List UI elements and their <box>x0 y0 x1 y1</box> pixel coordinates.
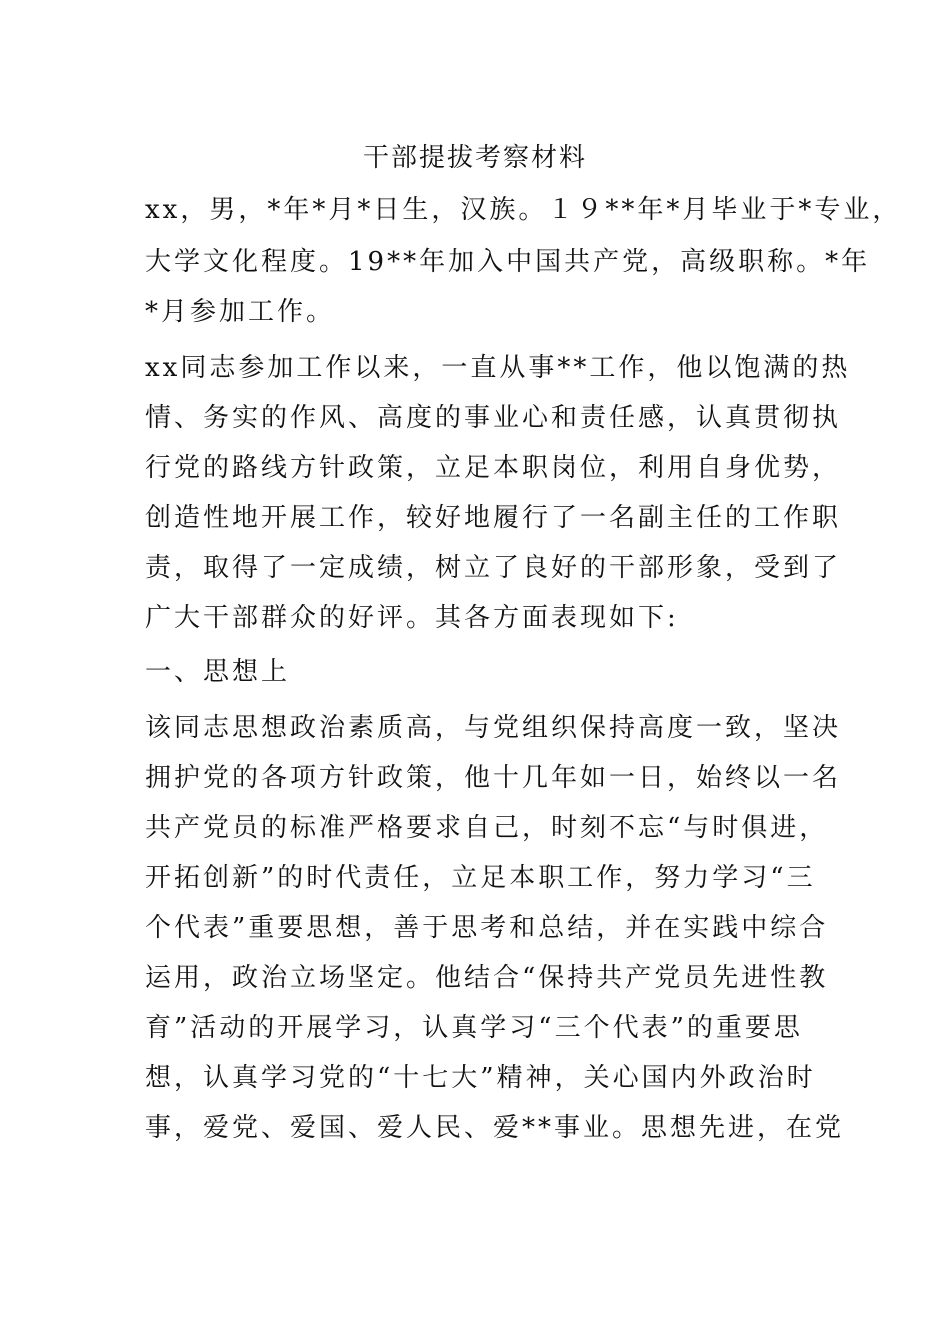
body-line: 想，认真学习党的“十七大”精神，关心国内外政治时 <box>145 1063 816 1093</box>
body-line: 共产党员的标准严格要求自己，时刻不忘“与时俱进， <box>145 813 829 843</box>
body-line: 广大干部群众的好评。其各方面表现如下: <box>145 603 679 633</box>
document-title: 干部提拔考察材料 <box>362 143 587 173</box>
body-line: 个代表”重要思想，善于思考和总结，并在实践中综合 <box>145 913 829 943</box>
body-line: 责，取得了一定成绩，树立了良好的干部形象，受到了 <box>145 553 842 583</box>
body-line: 开拓创新”的时代责任，立足本职工作，努力学习“三 <box>145 863 816 893</box>
body-line: 事，爱党、爱国、爱人民、爱**事业。思想先进，在党 <box>145 1113 845 1143</box>
body-line: 运用，政治立场坚定。他结合“保持共产党员先进性教 <box>145 963 829 993</box>
body-line: 拥护党的各项方针政策，他十几年如一日，始终以一名 <box>145 763 842 793</box>
body-line: xx，男，*年*月*日生，汉族。１９**年*月毕业于*专业， <box>145 195 902 225</box>
body-line: 行党的路线方针政策，立足本职岗位，利用自身优势， <box>145 453 842 483</box>
body-line: xx同志参加工作以来，一直从事**工作，他以饱满的热 <box>145 353 851 383</box>
body-line: 该同志思想政治素质高，与党组织保持高度一致，坚决 <box>145 713 842 743</box>
body-line: 情、务实的作风、高度的事业心和责任感，认真贯彻执 <box>145 403 842 433</box>
section-heading: 一、思想上 <box>145 657 291 687</box>
body-line: 创造性地开展工作，较好地履行了一名副主任的工作职 <box>145 503 842 533</box>
body-line: *月参加工作。 <box>145 297 336 327</box>
body-line: 育”活动的开展学习，认真学习“三个代表”的重要思 <box>145 1013 803 1043</box>
body-line: 大学文化程度。19**年加入中国共产党，高级职称。*年 <box>145 247 871 277</box>
